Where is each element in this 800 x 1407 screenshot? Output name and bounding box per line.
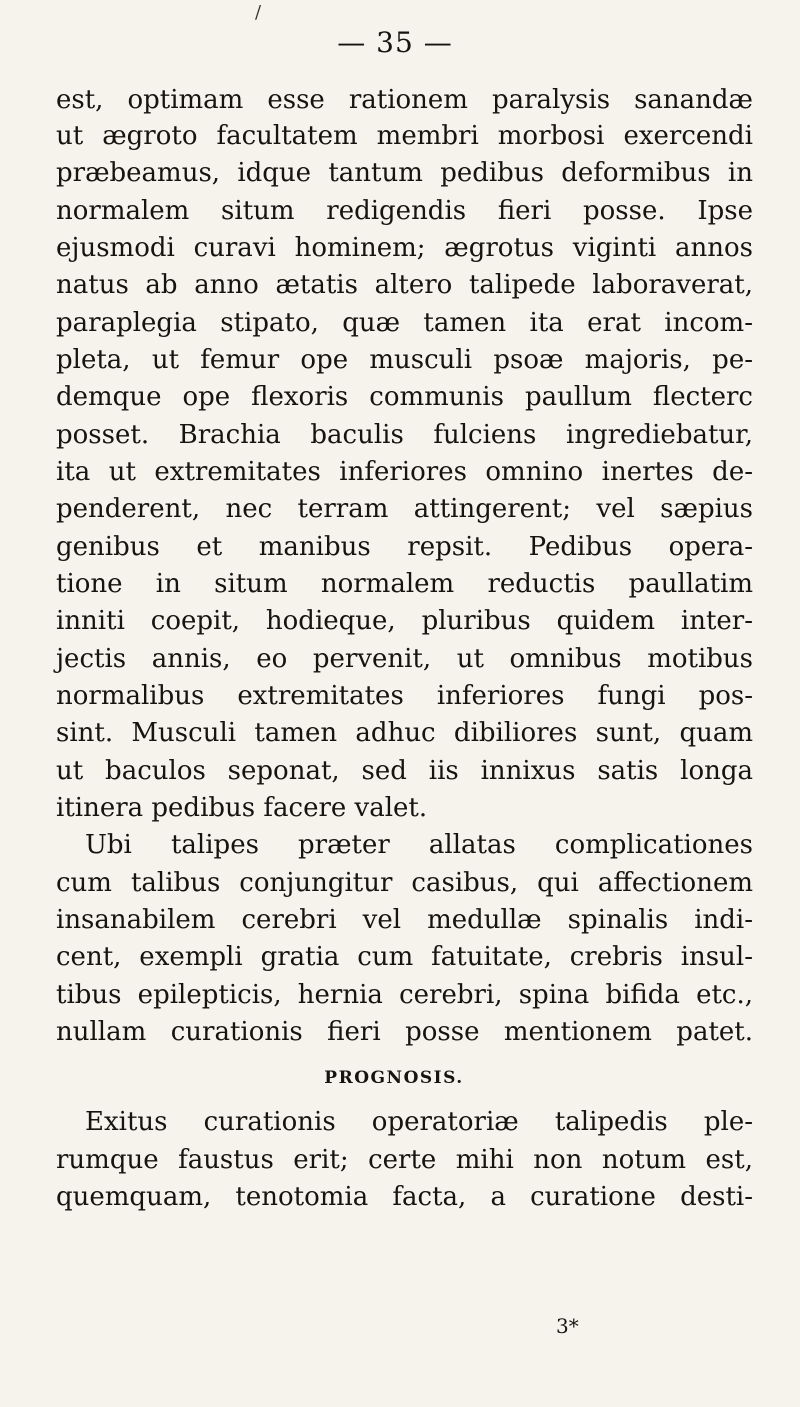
text-line: demque ope flexoris communis paullum flecterc bbox=[56, 382, 753, 412]
text-line: cent, exempli gratia cum fatuitate, crebris insul- bbox=[56, 942, 753, 972]
text-line: est, optimam esse rationem paralysis sanandæ bbox=[56, 85, 753, 115]
text-line: paraplegia stipato, quæ tamen ita erat incom- bbox=[56, 308, 753, 338]
text-line: inniti coepit, hodieque, pluribus quidem inter- bbox=[56, 606, 753, 636]
text-line: pleta, ut femur ope musculi psoæ majoris, pe- bbox=[56, 345, 753, 375]
text-line: ejusmodi curavi hominem; ægrotus viginti annos bbox=[56, 233, 753, 263]
stray-mark: / bbox=[255, 2, 262, 23]
text-line: tione in situm normalem reductis paullatim bbox=[56, 569, 753, 599]
section-heading: PROGNOSIS. bbox=[324, 1068, 464, 1088]
text-line: nullam curationis fieri posse mentionem patet. bbox=[56, 1017, 753, 1047]
text-line: normalibus extremitates inferiores fungi pos- bbox=[56, 681, 753, 711]
text-line: natus ab anno ætatis altero talipede laboraverat, bbox=[56, 270, 753, 300]
text-line: tibus epilepticis, hernia cerebri, spina bifida etc., bbox=[56, 980, 753, 1010]
signature-mark: 3* bbox=[556, 1314, 579, 1338]
text-line: posset. Brachia baculis fulciens ingrediebatur, bbox=[56, 420, 753, 450]
text-line: itinera pedibus facere valet. bbox=[56, 793, 428, 823]
page-number: — 35 — bbox=[337, 26, 453, 59]
text-line: cum talibus conjungitur casibus, qui affectionem bbox=[56, 868, 753, 898]
text-line: normalem situm redigendis fieri posse. Ipse bbox=[56, 196, 753, 226]
text-line: ut baculos seponat, sed iis innixus satis longa bbox=[56, 756, 753, 786]
text-line: Ubi talipes præter allatas complicationes bbox=[85, 830, 753, 860]
text-line: ut ægroto facultatem membri morbosi exercendi bbox=[56, 121, 753, 151]
text-line: quemquam, tenotomia facta, a curatione desti- bbox=[56, 1182, 753, 1212]
text-line: genibus et manibus repsit. Pedibus opera- bbox=[56, 532, 753, 562]
text-line: Exitus curationis operatoriæ talipedis ple- bbox=[85, 1107, 753, 1137]
text-line: insanabilem cerebri vel medullæ spinalis indi- bbox=[56, 905, 753, 935]
text-line: penderent, nec terram attingerent; vel sæpius bbox=[56, 494, 753, 524]
text-line: ita ut extremitates inferiores omnino inertes de- bbox=[56, 457, 753, 487]
text-line: sint. Musculi tamen adhuc dibiliores sunt, quam bbox=[56, 718, 753, 748]
text-line: rumque faustus erit; certe mihi non notum est, bbox=[56, 1145, 753, 1175]
text-line: jectis annis, eo pervenit, ut omnibus motibus bbox=[56, 644, 753, 674]
text-line: præbeamus, idque tantum pedibus deformibus in bbox=[56, 158, 753, 188]
